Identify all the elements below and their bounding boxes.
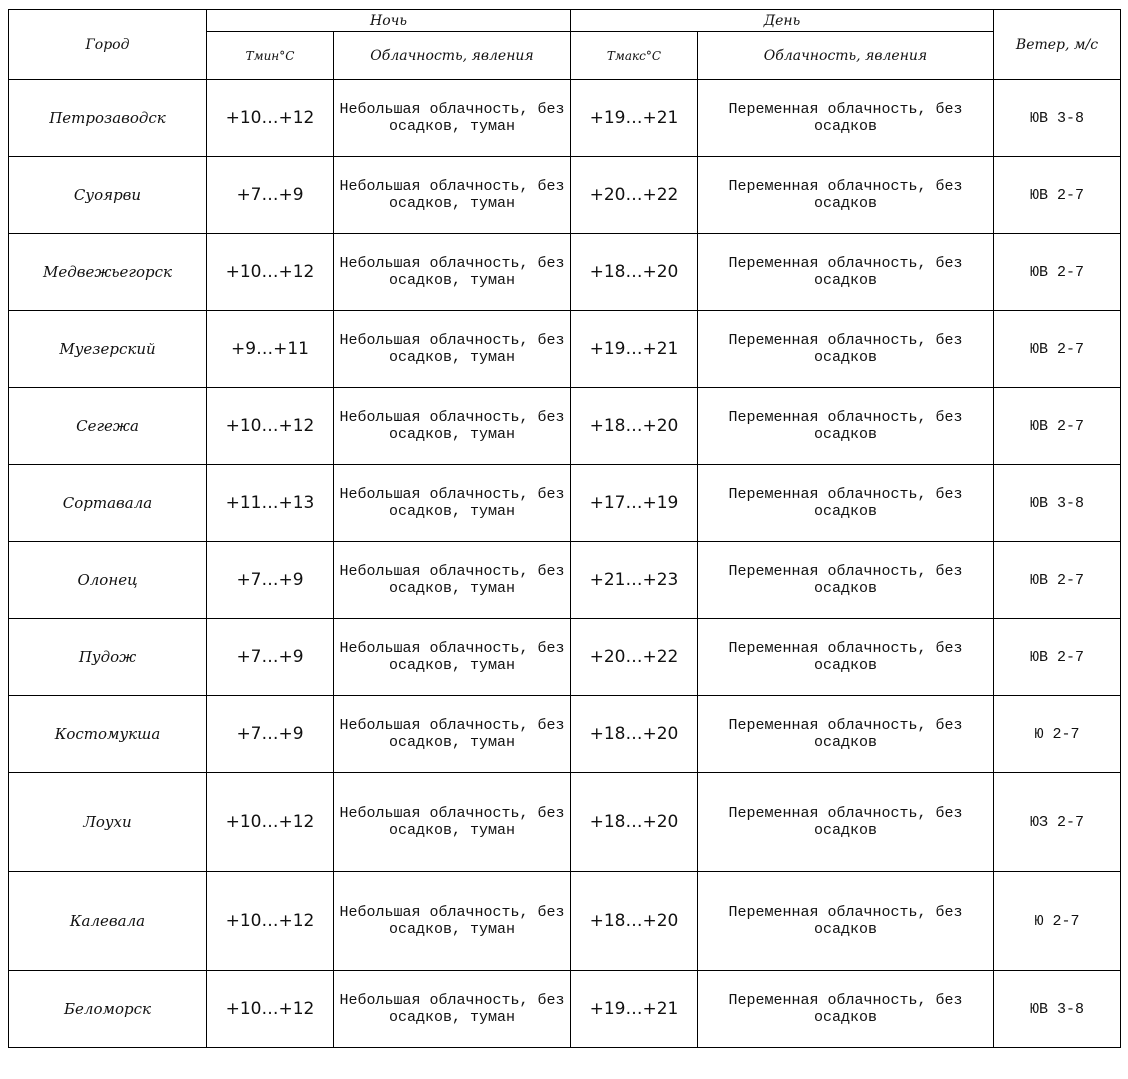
tmax-cell: +18…+20 — [571, 773, 698, 872]
tmin-cell: +10…+12 — [207, 773, 334, 872]
day-cloud-cell: Переменная облачность, без осадков — [698, 311, 994, 388]
day-cloud-cell: Переменная облачность, без осадков — [698, 157, 994, 234]
day-cloud-cell: Переменная облачность, без осадков — [698, 619, 994, 696]
forecast-table — [8, 9, 1121, 1048]
city-cell: Пудож — [9, 619, 207, 696]
tmin-cell: +7…+9 — [207, 542, 334, 619]
tmax-cell: +18…+20 — [571, 388, 698, 465]
night-cloud-cell: Небольшая облачность, без осадков, туман — [334, 80, 571, 157]
city-cell: Олонец — [9, 542, 207, 619]
night-cloud-cell: Небольшая облачность, без осадков, туман — [334, 157, 571, 234]
night-cloud-cell: Небольшая облачность, без осадков, туман — [334, 971, 571, 1048]
city-cell: Костомукша — [9, 696, 207, 773]
wind-cell: Ю 2-7 — [994, 872, 1121, 971]
tmax-cell: +18…+20 — [571, 234, 698, 311]
wind-cell: ЮВ 2-7 — [994, 619, 1121, 696]
table-row — [9, 465, 1121, 542]
tmax-cell: +20…+22 — [571, 157, 698, 234]
day-header: День — [571, 10, 994, 32]
day-cloud-cell: Переменная облачность, без осадков — [698, 465, 994, 542]
night-header: Ночь — [207, 10, 571, 32]
table-row — [9, 542, 1121, 619]
tmin-cell: +9…+11 — [207, 311, 334, 388]
night-cloud-cell: Небольшая облачность, без осадков, туман — [334, 542, 571, 619]
city-header: Город — [9, 10, 207, 80]
day-cloud-cell: Переменная облачность, без осадков — [698, 773, 994, 872]
tmax-cell: +21…+23 — [571, 542, 698, 619]
table-row — [9, 773, 1121, 872]
city-cell: Калевала — [9, 872, 207, 971]
day-cloud-cell: Переменная облачность, без осадков — [698, 542, 994, 619]
tmin-cell: +10…+12 — [207, 971, 334, 1048]
day-cloud-cell: Переменная облачность, без осадков — [698, 872, 994, 971]
tmin-cell: +7…+9 — [207, 157, 334, 234]
table-row — [9, 696, 1121, 773]
tmin-cell: +7…+9 — [207, 619, 334, 696]
table-body — [9, 80, 1121, 1048]
day-cloud-header: Облачность, явления — [698, 32, 994, 80]
table-row — [9, 311, 1121, 388]
city-cell: Сегежа — [9, 388, 207, 465]
table-row — [9, 619, 1121, 696]
tmin-cell: +10…+12 — [207, 388, 334, 465]
table-row — [9, 234, 1121, 311]
wind-cell: ЮВ 3-8 — [994, 465, 1121, 542]
table-row — [9, 80, 1121, 157]
day-cloud-cell: Переменная облачность, без осадков — [698, 971, 994, 1048]
city-cell: Муезерский — [9, 311, 207, 388]
city-cell: Беломорск — [9, 971, 207, 1048]
tmax-cell: +18…+20 — [571, 696, 698, 773]
night-cloud-cell: Небольшая облачность, без осадков, туман — [334, 465, 571, 542]
table-row — [9, 872, 1121, 971]
tmax-cell: +19…+21 — [571, 311, 698, 388]
tmax-cell: +17…+19 — [571, 465, 698, 542]
table-header — [9, 10, 1121, 80]
table-row — [9, 157, 1121, 234]
tmax-cell: +18…+20 — [571, 872, 698, 971]
day-cloud-cell: Переменная облачность, без осадков — [698, 80, 994, 157]
tmin-cell: +10…+12 — [207, 872, 334, 971]
tmin-header: Тмин°С — [207, 32, 334, 80]
tmax-header: Тмакс°С — [571, 32, 698, 80]
table-row — [9, 971, 1121, 1048]
tmin-cell: +10…+12 — [207, 80, 334, 157]
night-cloud-cell: Небольшая облачность, без осадков, туман — [334, 773, 571, 872]
night-cloud-cell: Небольшая облачность, без осадков, туман — [334, 388, 571, 465]
wind-header: Ветер, м/с — [994, 10, 1121, 80]
day-cloud-cell: Переменная облачность, без осадков — [698, 696, 994, 773]
night-cloud-cell: Небольшая облачность, без осадков, туман — [334, 619, 571, 696]
city-cell: Петрозаводск — [9, 80, 207, 157]
day-cloud-cell: Переменная облачность, без осадков — [698, 234, 994, 311]
night-cloud-cell: Небольшая облачность, без осадков, туман — [334, 234, 571, 311]
wind-cell: ЮВ 2-7 — [994, 542, 1121, 619]
wind-cell: ЮВ 3-8 — [994, 971, 1121, 1048]
wind-cell: ЮЗ 2-7 — [994, 773, 1121, 872]
wind-cell: ЮВ 2-7 — [994, 311, 1121, 388]
wind-cell: ЮВ 2-7 — [994, 388, 1121, 465]
table-row — [9, 388, 1121, 465]
day-cloud-cell: Переменная облачность, без осадков — [698, 388, 994, 465]
city-cell: Сортавала — [9, 465, 207, 542]
tmin-cell: +7…+9 — [207, 696, 334, 773]
wind-cell: ЮВ 3-8 — [994, 80, 1121, 157]
tmin-cell: +10…+12 — [207, 234, 334, 311]
night-cloud-cell: Небольшая облачность, без осадков, туман — [334, 872, 571, 971]
city-cell: Медвежьегорск — [9, 234, 207, 311]
night-cloud-header: Облачность, явления — [334, 32, 571, 80]
tmax-cell: +19…+21 — [571, 971, 698, 1048]
wind-cell: ЮВ 2-7 — [994, 234, 1121, 311]
night-cloud-cell: Небольшая облачность, без осадков, туман — [334, 696, 571, 773]
city-cell: Суоярви — [9, 157, 207, 234]
night-cloud-cell: Небольшая облачность, без осадков, туман — [334, 311, 571, 388]
tmin-cell: +11…+13 — [207, 465, 334, 542]
tmax-cell: +20…+22 — [571, 619, 698, 696]
wind-cell: Ю 2-7 — [994, 696, 1121, 773]
city-cell: Лоухи — [9, 773, 207, 872]
tmax-cell: +19…+21 — [571, 80, 698, 157]
wind-cell: ЮВ 2-7 — [994, 157, 1121, 234]
